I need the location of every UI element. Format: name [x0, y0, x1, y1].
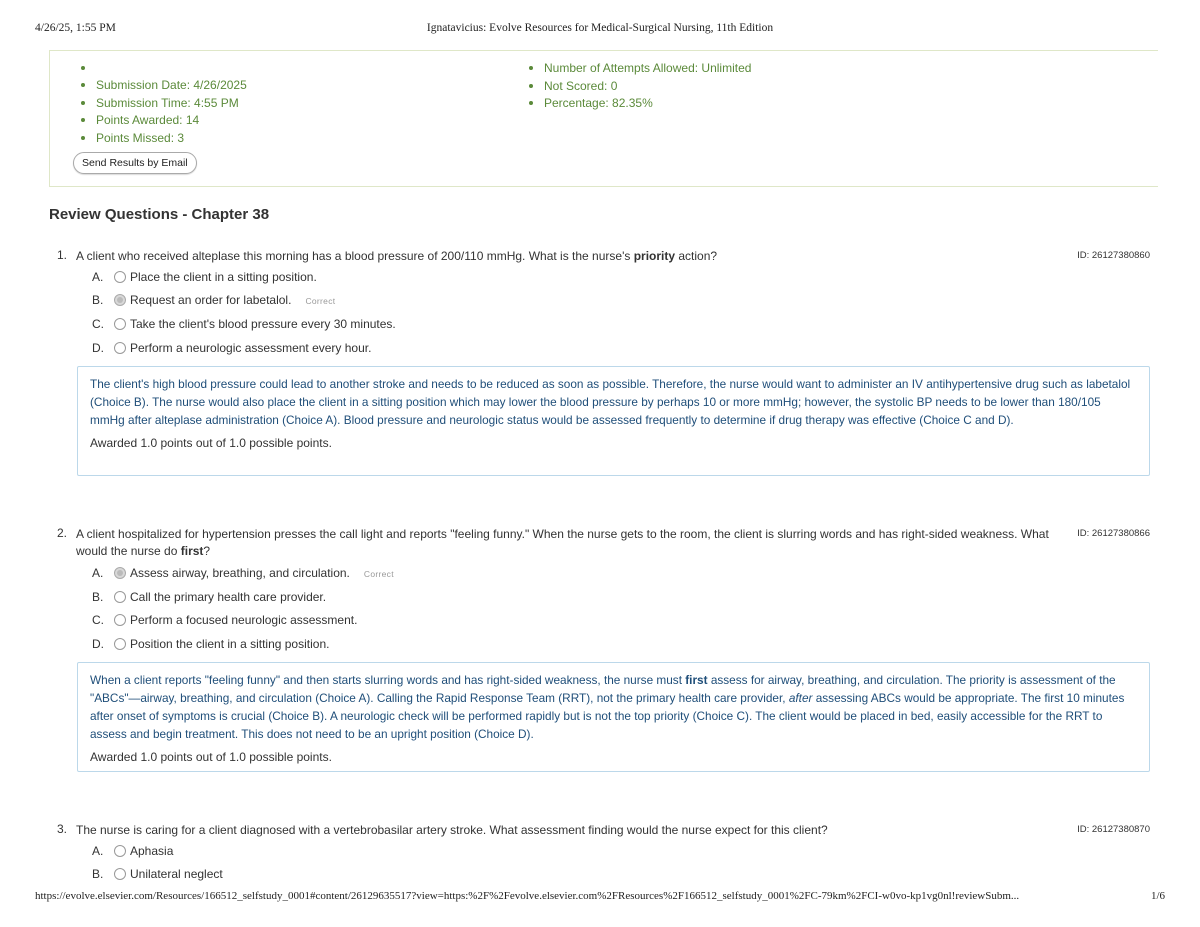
choice-text: Unilateral neglect: [130, 867, 223, 881]
page-url: https://evolve.elsevier.com/Resources/166512_selfstudy_0001#content/26129635517?view=https:%2F%2Fevolve.elsevier.com%2FResources%2F166512_selfstudy_0001%2FC-79km%2FCI-w0vo-kp1vg0nl!reviewSubm...: [35, 890, 1020, 902]
rationale-box: [77, 366, 1150, 476]
rationale-text-part: When a client reports "feeling funny" and then starts slurring words and has right-sided weakness, the nurse must: [90, 673, 686, 687]
radio-button[interactable]: [114, 271, 126, 283]
question-text: The nurse is caring for a client diagnosed with a vertebrobasilar artery stroke. What assessment finding would the nurse expect for this client?: [76, 823, 828, 837]
choice-letter: B.: [92, 867, 104, 881]
radio-button[interactable]: [114, 342, 126, 354]
choice-text: Assess airway, breathing, and circulation.: [130, 566, 350, 580]
question-emphasis: priority: [633, 249, 676, 263]
points-text: Awarded 1.0 points out of 1.0 possible points.: [90, 436, 332, 450]
question-text: [76, 526, 1056, 560]
send-results-email-button[interactable]: Send Results by Email: [73, 152, 197, 174]
choice-b[interactable]: [92, 588, 326, 606]
correct-tag: Correct: [305, 296, 336, 306]
summary-item-blank: [76, 60, 247, 77]
radio-button[interactable]: [114, 614, 126, 626]
rationale-text: The client's high blood pressure could lead to another stroke and needs to be reduced as soon as possible. Therefore, the nurse would want to administer an IV antihypertensive drug such as labetalol (Choice B). The nurse would also place the client in a sitting position which may lower the blood pressure by perhaps 10 or more mmHg; however, the systolic BP needs to be lower than 180/105 mmHg after alteplase administration (Choice A). Blood pressure and neurologic status would be assessed frequently to determine if drug therapy was effective (Choice C and D).: [90, 377, 1131, 427]
choice-letter: C.: [92, 613, 104, 627]
choice-b[interactable]: [92, 291, 335, 309]
print-date: 4/26/25, 1:55 PM: [35, 22, 116, 34]
results-summary: [49, 50, 1158, 187]
choice-c[interactable]: [92, 611, 357, 629]
submission-time: Submission Time: 4:55 PM: [76, 95, 247, 113]
submission-date: Submission Date: 4/26/2025: [76, 77, 247, 95]
rationale-text-part: assessing ABCs would be appropriate. The first 10 minutes after onset of symptoms is crucial (Choice B). A neurologic check will be performed rapidly but is not the top priority (Choice C). The client would be placed in bed, easily accessible for the RRT to assess and begin treatment. This does not need to be an upright position (Choice D).: [90, 691, 1125, 741]
choice-text: Position the client in a sitting position.: [130, 637, 330, 651]
summary-list-left: [76, 60, 247, 147]
choice-text: Request an order for labetalol.: [130, 293, 292, 307]
points-awarded: Points Awarded: 14: [76, 112, 247, 130]
radio-button[interactable]: [114, 591, 126, 603]
section-title: Review Questions - Chapter 38: [49, 206, 270, 223]
choice-d[interactable]: [92, 635, 329, 653]
points-missed: Points Missed: 3: [76, 130, 247, 148]
rationale-italic: after: [788, 691, 813, 705]
choice-text: Call the primary health care provider.: [130, 590, 327, 604]
choice-letter: A.: [92, 270, 104, 284]
choice-a[interactable]: [92, 564, 394, 582]
print-footer: [35, 890, 1165, 906]
rationale-text: [90, 671, 1137, 743]
points-text: Awarded 1.0 points out of 1.0 possible points.: [90, 750, 332, 764]
print-title: Ignatavicius: Evolve Resources for Medical-Surgical Nursing, 11th Edition: [426, 22, 774, 34]
question-emphasis: first: [180, 544, 204, 558]
rationale-box: [77, 662, 1150, 772]
correct-tag: Correct: [363, 569, 394, 579]
choice-letter: C.: [92, 317, 104, 331]
choice-text: Place the client in a sitting position.: [130, 270, 317, 284]
choice-letter: D.: [92, 637, 104, 651]
choice-text: Perform a focused neurologic assessment.: [130, 613, 358, 627]
question-id: ID: 26127380870: [1077, 824, 1150, 835]
choice-a[interactable]: [92, 268, 317, 286]
print-header: [0, 22, 1200, 38]
percentage: Percentage: 82.35%: [524, 95, 751, 113]
choice-text: Perform a neurologic assessment every hour.: [130, 341, 372, 355]
question-text-part: A client hospitalized for hypertension presses the call light and reports "feeling funny." When the nurse gets to the room, the client is slurring words and has right-sided weakness. What would the nurse do: [76, 527, 1049, 558]
choice-letter: B.: [92, 590, 104, 604]
radio-button[interactable]: [114, 318, 126, 330]
question-text: [76, 248, 1056, 265]
question-id: ID: 26127380866: [1077, 528, 1150, 539]
question-number: 2.: [57, 526, 68, 540]
choice-b[interactable]: [92, 865, 223, 883]
attempts-allowed: Number of Attempts Allowed: Unlimited: [524, 60, 751, 78]
summary-list-right: [524, 60, 751, 113]
radio-button-selected[interactable]: [114, 294, 126, 306]
page-number: 1/6: [1150, 890, 1165, 902]
radio-button[interactable]: [114, 868, 126, 880]
choice-letter: B.: [92, 293, 104, 307]
choice-text: Aphasia: [130, 844, 174, 858]
question-number: 3.: [57, 822, 68, 836]
choice-letter: A.: [92, 844, 104, 858]
question-id: ID: 26127380860: [1077, 250, 1150, 261]
radio-button-selected[interactable]: [114, 567, 126, 579]
rationale-text-part: assess for airway, breathing, and circulation. The priority is assessment of the "ABCs"—airway, breathing, and circulation (Choice A). Calling the Rapid Response Team (RRT), not the primary health care provider,: [90, 673, 1116, 705]
choice-text: Take the client's blood pressure every 30 minutes.: [130, 317, 396, 331]
question-text-part: A client who received alteplase this morning has a blood pressure of 200/110 mmHg. What is the nurse's: [76, 249, 634, 263]
rationale-emphasis: first: [685, 673, 708, 687]
question-number: 1.: [57, 248, 68, 262]
not-scored: Not Scored: 0: [524, 78, 751, 96]
choice-a[interactable]: [92, 842, 173, 860]
radio-button[interactable]: [114, 638, 126, 650]
radio-button[interactable]: [114, 845, 126, 857]
question-text-part: ?: [203, 544, 211, 558]
choice-c[interactable]: [92, 315, 396, 333]
question-text-part: action?: [675, 249, 718, 263]
choice-d[interactable]: [92, 339, 371, 357]
choice-letter: A.: [92, 566, 104, 580]
choice-letter: D.: [92, 341, 104, 355]
